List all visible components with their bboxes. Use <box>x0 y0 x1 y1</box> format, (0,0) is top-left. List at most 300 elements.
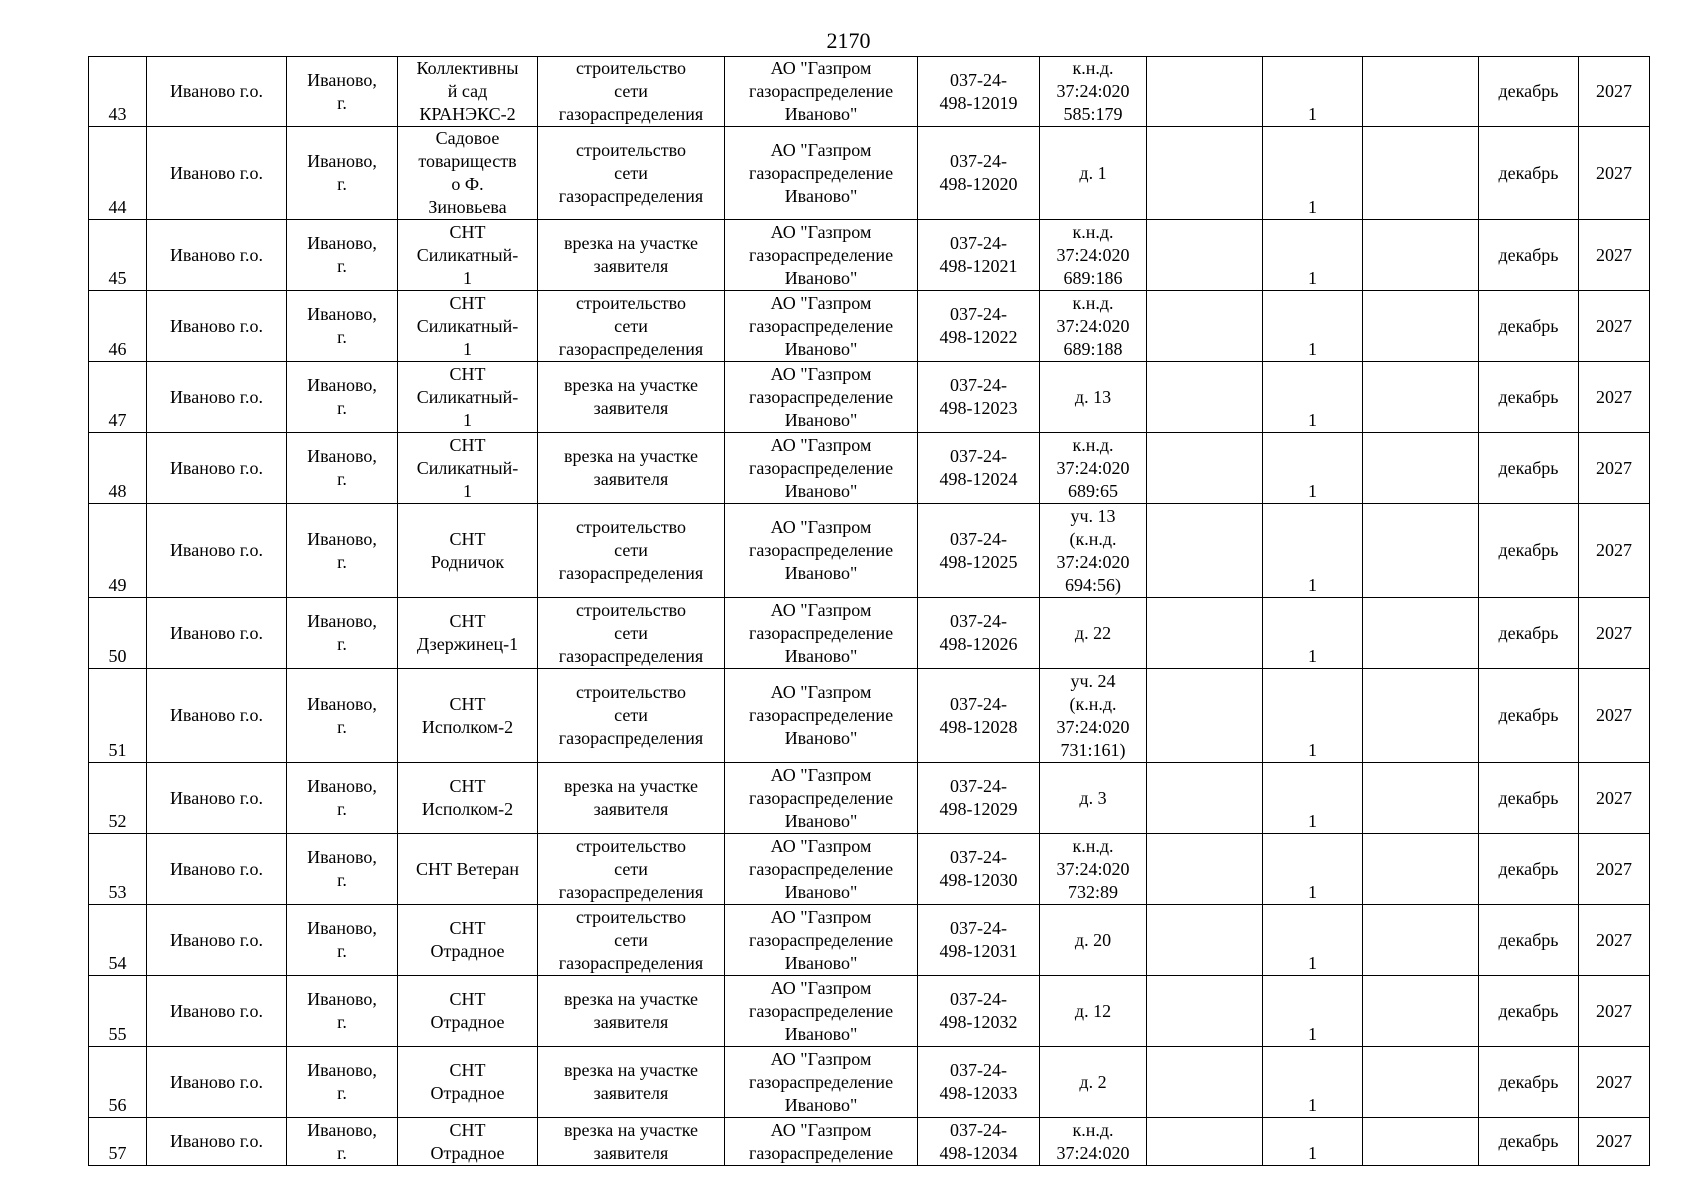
month-text: декабрь <box>1498 1000 1559 1021</box>
settlement-cell <box>287 362 398 433</box>
month-text: декабрь <box>1498 705 1559 725</box>
municipality-cell <box>147 127 287 220</box>
quantity-text: 1 <box>1308 1024 1317 1044</box>
year-cell <box>1579 57 1650 127</box>
request-number-text: 037-24- 498-12025 <box>939 528 1018 572</box>
month-text: декабрь <box>1498 787 1559 808</box>
connection-method-cell <box>538 291 725 362</box>
request-number-text: 037-24- 498-12019 <box>939 69 1018 113</box>
municipality-text: Иваново г.о. <box>169 1000 264 1021</box>
connection-method-cell <box>538 127 725 220</box>
address-text: д. 22 <box>1074 622 1112 643</box>
quantity-cell <box>1263 905 1363 976</box>
year-text: 2027 <box>1596 315 1632 336</box>
territory-cell <box>398 598 538 669</box>
month-cell <box>1479 220 1579 291</box>
year-cell <box>1579 976 1650 1047</box>
settlement-text: Иваново, г. <box>307 989 377 1032</box>
settlement-text: Иваново, г. <box>307 1060 377 1103</box>
municipality-text: Иваново г.о. <box>169 787 264 808</box>
month-cell <box>1479 57 1579 127</box>
connection-method-text: врезка на участке заявителя <box>563 776 699 819</box>
municipality-text: Иваново г.о. <box>169 244 264 265</box>
quantity-text: 1 <box>1308 1095 1317 1115</box>
month-text: декабрь <box>1498 162 1559 183</box>
address-cell <box>1040 1118 1147 1166</box>
request-number-text: 037-24- 498-12022 <box>939 304 1018 347</box>
row-number-text: 43 <box>108 104 127 124</box>
settlement-text: Иваново, г. <box>307 847 377 890</box>
request-number-cell <box>918 1047 1040 1118</box>
year-cell <box>1579 220 1650 291</box>
address-text: к.н.д. 37:24:020 689:188 <box>1056 292 1130 359</box>
gas-distribution-org-text: АО "Газпром газораспределение Иваново" <box>748 292 894 359</box>
connection-method-text: врезка на участке заявителя <box>563 989 699 1032</box>
year-text: 2027 <box>1596 386 1632 407</box>
table-row <box>89 1118 1650 1166</box>
connection-method-text: строительство сети газораспределения <box>558 682 704 748</box>
quantity-cell <box>1263 57 1363 127</box>
year-cell <box>1579 504 1650 598</box>
table-row <box>89 598 1650 669</box>
row-number-cell <box>89 291 147 362</box>
row-number-cell <box>89 1118 147 1166</box>
month-text: декабрь <box>1498 929 1559 950</box>
gas-distribution-org-text: АО "Газпром газораспределение Иваново" <box>748 139 894 206</box>
territory-text: СНТ Отрадное <box>430 918 505 961</box>
row-number-cell <box>89 905 147 976</box>
gas-distribution-org-cell <box>725 127 918 220</box>
municipality-text: Иваново г.о. <box>169 622 264 643</box>
table-row <box>89 220 1650 291</box>
settlement-text: Иваново, г. <box>307 693 377 737</box>
address-cell <box>1040 127 1147 220</box>
municipality-cell <box>147 362 287 433</box>
blank-cell <box>1147 1118 1263 1166</box>
settlement-cell <box>287 1047 398 1118</box>
connection-method-text: строительство сети газораспределения <box>558 58 704 124</box>
gas-distribution-org-text: АО "Газпром газораспределение Иваново" <box>748 906 894 973</box>
settlement-text: Иваново, г. <box>307 375 377 418</box>
settlement-text: Иваново, г. <box>307 918 377 961</box>
settlement-cell <box>287 504 398 598</box>
gas-distribution-org-text: АО "Газпром газораспределение Иваново" <box>748 764 894 831</box>
request-number-cell <box>918 1118 1040 1166</box>
quantity-cell <box>1263 504 1363 598</box>
connection-method-text: врезка на участке заявителя <box>563 446 699 489</box>
row-number-cell <box>89 763 147 834</box>
municipality-cell <box>147 598 287 669</box>
year-text: 2027 <box>1596 1000 1632 1021</box>
address-cell <box>1040 976 1147 1047</box>
municipality-text: Иваново г.о. <box>169 1131 264 1151</box>
connection-method-cell <box>538 976 725 1047</box>
request-number-cell <box>918 763 1040 834</box>
page-number: 2170 <box>826 28 871 53</box>
settlement-cell <box>287 976 398 1047</box>
address-text: к.н.д. 37:24:020 689:186 <box>1056 221 1130 288</box>
blank-cell <box>1363 433 1479 504</box>
request-number-cell <box>918 127 1040 220</box>
municipality-cell <box>147 291 287 362</box>
month-cell <box>1479 598 1579 669</box>
address-text: д. 3 <box>1079 787 1107 808</box>
request-number-cell <box>918 669 1040 763</box>
municipality-text: Иваново г.о. <box>169 81 264 101</box>
gas-distribution-org-cell <box>725 433 918 504</box>
year-cell <box>1579 291 1650 362</box>
year-text: 2027 <box>1596 162 1632 183</box>
territory-text: СНТ Ветеран <box>416 858 519 879</box>
gas-distribution-org-text: АО "Газпром газораспределение Иваново" <box>748 517 894 583</box>
request-number-text: 037-24- 498-12032 <box>939 989 1018 1032</box>
row-number-text: 57 <box>108 1143 127 1163</box>
address-text: д. 20 <box>1074 929 1112 950</box>
row-number-text: 53 <box>108 882 127 902</box>
year-text: 2027 <box>1596 1071 1632 1092</box>
territory-cell <box>398 220 538 291</box>
gas-distribution-org-text: АО "Газпром газораспределение Иваново" <box>748 977 894 1044</box>
settlement-text: Иваново, г. <box>307 233 377 276</box>
request-number-text: 037-24- 498-12024 <box>939 446 1018 489</box>
municipality-cell <box>147 1118 287 1166</box>
gas-distribution-org-cell <box>725 220 918 291</box>
connection-method-cell <box>538 834 725 905</box>
gas-distribution-org-cell <box>725 669 918 763</box>
municipality-text: Иваново г.о. <box>169 1071 264 1092</box>
connection-method-cell <box>538 433 725 504</box>
territory-cell <box>398 57 538 127</box>
address-cell <box>1040 433 1147 504</box>
request-number-text: 037-24- 498-12021 <box>939 233 1018 276</box>
table-row <box>89 504 1650 598</box>
municipality-cell <box>147 905 287 976</box>
year-text: 2027 <box>1596 858 1632 879</box>
connection-method-text: врезка на участке заявителя <box>563 375 699 418</box>
address-cell <box>1040 57 1147 127</box>
gas-distribution-org-cell <box>725 763 918 834</box>
request-number-cell <box>918 504 1040 598</box>
year-text: 2027 <box>1596 244 1632 265</box>
month-cell <box>1479 669 1579 763</box>
blank-cell <box>1363 1118 1479 1166</box>
row-number-text: 51 <box>108 740 127 760</box>
address-cell <box>1040 1047 1147 1118</box>
settlement-cell <box>287 598 398 669</box>
municipality-text: Иваново г.о. <box>169 386 264 407</box>
month-cell <box>1479 291 1579 362</box>
territory-text: СНТ Исполком-2 <box>421 776 514 819</box>
blank-cell <box>1363 834 1479 905</box>
quantity-cell <box>1263 598 1363 669</box>
address-cell <box>1040 905 1147 976</box>
year-text: 2027 <box>1596 540 1632 560</box>
quantity-text: 1 <box>1308 339 1317 359</box>
year-cell <box>1579 905 1650 976</box>
month-cell <box>1479 362 1579 433</box>
row-number-cell <box>89 220 147 291</box>
territory-cell <box>398 1047 538 1118</box>
row-number-text: 44 <box>108 197 127 217</box>
request-number-text: 037-24- 498-12028 <box>939 693 1018 737</box>
gas-distribution-org-text: АО "Газпром газораспределение Иваново" <box>748 221 894 288</box>
settlement-cell <box>287 669 398 763</box>
blank-cell <box>1363 504 1479 598</box>
territory-text: СНТ Дзержинец-1 <box>416 611 519 654</box>
territory-cell <box>398 834 538 905</box>
year-text: 2027 <box>1596 929 1632 950</box>
year-cell <box>1579 763 1650 834</box>
settlement-cell <box>287 834 398 905</box>
quantity-text: 1 <box>1308 811 1317 831</box>
address-cell <box>1040 362 1147 433</box>
address-cell <box>1040 763 1147 834</box>
row-number-text: 46 <box>108 339 127 359</box>
territory-text: СНТ Силикатный- 1 <box>416 221 519 288</box>
address-cell <box>1040 669 1147 763</box>
table-row <box>89 976 1650 1047</box>
connection-method-cell <box>538 362 725 433</box>
month-text: декабрь <box>1498 540 1559 560</box>
table-row <box>89 127 1650 220</box>
gas-distribution-org-cell <box>725 291 918 362</box>
request-number-cell <box>918 362 1040 433</box>
year-text: 2027 <box>1596 1131 1632 1151</box>
gas-distribution-org-cell <box>725 598 918 669</box>
connection-method-cell <box>538 905 725 976</box>
request-number-text: 037-24- 498-12034 <box>939 1119 1018 1163</box>
address-text: д. 12 <box>1074 1000 1112 1021</box>
row-number-text: 52 <box>108 811 127 831</box>
quantity-cell <box>1263 291 1363 362</box>
territory-text: СНТ Отрадное <box>430 989 505 1032</box>
table-row <box>89 433 1650 504</box>
quantity-cell <box>1263 1118 1363 1166</box>
quantity-text: 1 <box>1308 104 1317 124</box>
quantity-text: 1 <box>1308 197 1317 217</box>
table-row <box>89 1047 1650 1118</box>
municipality-cell <box>147 834 287 905</box>
connection-method-text: строительство сети газораспределения <box>558 292 704 359</box>
blank-cell <box>1147 291 1263 362</box>
month-text: декабрь <box>1498 622 1559 643</box>
territory-cell <box>398 291 538 362</box>
blank-cell <box>1147 905 1263 976</box>
address-cell <box>1040 834 1147 905</box>
settlement-cell <box>287 433 398 504</box>
table-row <box>89 57 1650 127</box>
year-text: 2027 <box>1596 457 1632 478</box>
municipality-text: Иваново г.о. <box>169 162 264 183</box>
connection-method-cell <box>538 763 725 834</box>
blank-cell <box>1147 834 1263 905</box>
connection-method-text: врезка на участке заявителя <box>563 1119 699 1163</box>
blank-cell <box>1147 362 1263 433</box>
settlement-text: Иваново, г. <box>307 446 377 489</box>
address-text: к.н.д. 37:24:020 585:179 <box>1056 58 1130 124</box>
row-number-text: 54 <box>108 953 127 973</box>
municipality-cell <box>147 433 287 504</box>
blank-cell <box>1147 763 1263 834</box>
settlement-cell <box>287 763 398 834</box>
connection-method-cell <box>538 1118 725 1166</box>
row-number-cell <box>89 504 147 598</box>
municipality-text: Иваново г.о. <box>169 315 264 336</box>
connection-method-text: строительство сети газораспределения <box>558 599 704 666</box>
address-cell <box>1040 598 1147 669</box>
row-number-text: 48 <box>108 481 127 501</box>
settlement-cell <box>287 220 398 291</box>
row-number-text: 47 <box>108 410 127 430</box>
year-text: 2027 <box>1596 705 1632 725</box>
request-number-cell <box>918 976 1040 1047</box>
connection-method-text: врезка на участке заявителя <box>563 1060 699 1103</box>
municipality-cell <box>147 669 287 763</box>
blank-cell <box>1363 669 1479 763</box>
address-text: к.н.д. 37:24:020 689:65 <box>1056 434 1130 501</box>
blank-cell <box>1363 291 1479 362</box>
quantity-cell <box>1263 127 1363 220</box>
gasification-registry-table <box>88 56 1650 1166</box>
territory-text: СНТ Силикатный- 1 <box>416 363 519 430</box>
month-cell <box>1479 504 1579 598</box>
row-number-cell <box>89 976 147 1047</box>
row-number-cell <box>89 669 147 763</box>
year-text: 2027 <box>1596 622 1632 643</box>
year-cell <box>1579 362 1650 433</box>
request-number-text: 037-24- 498-12031 <box>939 918 1018 961</box>
blank-cell <box>1363 598 1479 669</box>
gas-distribution-org-text: АО "Газпром газораспределение Иваново" <box>748 58 894 124</box>
connection-method-text: строительство сети газораспределения <box>558 906 704 973</box>
request-number-text: 037-24- 498-12020 <box>939 151 1018 194</box>
month-cell <box>1479 433 1579 504</box>
connection-method-cell <box>538 57 725 127</box>
territory-text: СНТ Силикатный- 1 <box>416 434 519 501</box>
gas-distribution-org-cell <box>725 905 918 976</box>
gas-distribution-org-text: АО "Газпром газораспределение Иваново" <box>748 599 894 666</box>
blank-cell <box>1363 57 1479 127</box>
quantity-text: 1 <box>1308 882 1317 902</box>
territory-text: СНТ Отрадное <box>430 1060 505 1103</box>
settlement-text: Иваново, г. <box>307 151 377 194</box>
request-number-cell <box>918 598 1040 669</box>
month-cell <box>1479 905 1579 976</box>
settlement-text: Иваново, г. <box>307 1119 377 1163</box>
quantity-cell <box>1263 976 1363 1047</box>
gas-distribution-org-text: АО "Газпром газораспределение Иваново" <box>748 835 894 902</box>
request-number-text: 037-24- 498-12030 <box>939 847 1018 890</box>
row-number-cell <box>89 834 147 905</box>
table-row <box>89 905 1650 976</box>
address-text: к.н.д. 37:24:020 <box>1056 1119 1130 1163</box>
quantity-cell <box>1263 362 1363 433</box>
municipality-cell <box>147 504 287 598</box>
connection-method-text: врезка на участке заявителя <box>563 233 699 276</box>
address-cell <box>1040 220 1147 291</box>
address-text: д. 2 <box>1079 1071 1107 1092</box>
municipality-text: Иваново г.о. <box>169 457 264 478</box>
municipality-text: Иваново г.о. <box>169 705 264 725</box>
quantity-text: 1 <box>1308 646 1317 666</box>
quantity-text: 1 <box>1308 268 1317 288</box>
gas-distribution-org-cell <box>725 504 918 598</box>
year-cell <box>1579 433 1650 504</box>
request-number-cell <box>918 433 1040 504</box>
row-number-text: 55 <box>108 1024 127 1044</box>
settlement-cell <box>287 905 398 976</box>
territory-cell <box>398 504 538 598</box>
territory-cell <box>398 362 538 433</box>
quantity-cell <box>1263 763 1363 834</box>
table-row <box>89 669 1650 763</box>
quantity-text: 1 <box>1308 1143 1317 1163</box>
settlement-cell <box>287 127 398 220</box>
blank-cell <box>1147 127 1263 220</box>
request-number-text: 037-24- 498-12026 <box>939 611 1018 654</box>
address-text: д. 13 <box>1074 386 1112 407</box>
connection-method-cell <box>538 669 725 763</box>
request-number-text: 037-24- 498-12023 <box>939 375 1018 418</box>
gas-distribution-org-text: АО "Газпром газораспределение Иваново" <box>748 1048 894 1115</box>
municipality-text: Иваново г.о. <box>169 858 264 879</box>
quantity-text: 1 <box>1308 410 1317 430</box>
gas-distribution-org-text: АО "Газпром газораспределение <box>748 1119 894 1163</box>
year-cell <box>1579 834 1650 905</box>
address-text: к.н.д. 37:24:020 732:89 <box>1056 835 1130 902</box>
blank-cell <box>1147 1047 1263 1118</box>
municipality-text: Иваново г.о. <box>169 929 264 950</box>
month-text: декабрь <box>1498 1071 1559 1092</box>
month-cell <box>1479 976 1579 1047</box>
gas-distribution-org-cell <box>725 976 918 1047</box>
connection-method-cell <box>538 220 725 291</box>
territory-cell <box>398 976 538 1047</box>
year-text: 2027 <box>1596 787 1632 808</box>
blank-cell <box>1147 220 1263 291</box>
blank-cell <box>1363 1047 1479 1118</box>
territory-text: СНТ Исполком-2 <box>421 693 514 737</box>
year-text: 2027 <box>1596 81 1632 101</box>
row-number-cell <box>89 127 147 220</box>
settlement-text: Иваново, г. <box>307 611 377 654</box>
row-number-cell <box>89 57 147 127</box>
settlement-cell <box>287 1118 398 1166</box>
blank-cell <box>1363 976 1479 1047</box>
month-cell <box>1479 834 1579 905</box>
territory-cell <box>398 1118 538 1166</box>
year-cell <box>1579 1118 1650 1166</box>
gas-distribution-org-cell <box>725 1118 918 1166</box>
settlement-text: Иваново, г. <box>307 304 377 347</box>
blank-cell <box>1147 669 1263 763</box>
blank-cell <box>1147 598 1263 669</box>
territory-text: Садовое товариществ о Ф. Зиновьева <box>418 128 517 217</box>
month-text: декабрь <box>1498 1131 1559 1151</box>
municipality-cell <box>147 57 287 127</box>
blank-cell <box>1363 763 1479 834</box>
address-text: д. 1 <box>1079 162 1107 183</box>
request-number-cell <box>918 291 1040 362</box>
request-number-text: 037-24- 498-12029 <box>939 776 1018 819</box>
territory-text: СНТ Родничок <box>430 528 505 572</box>
connection-method-cell <box>538 504 725 598</box>
request-number-cell <box>918 834 1040 905</box>
quantity-cell <box>1263 669 1363 763</box>
blank-cell <box>1363 362 1479 433</box>
blank-cell <box>1363 127 1479 220</box>
territory-cell <box>398 433 538 504</box>
